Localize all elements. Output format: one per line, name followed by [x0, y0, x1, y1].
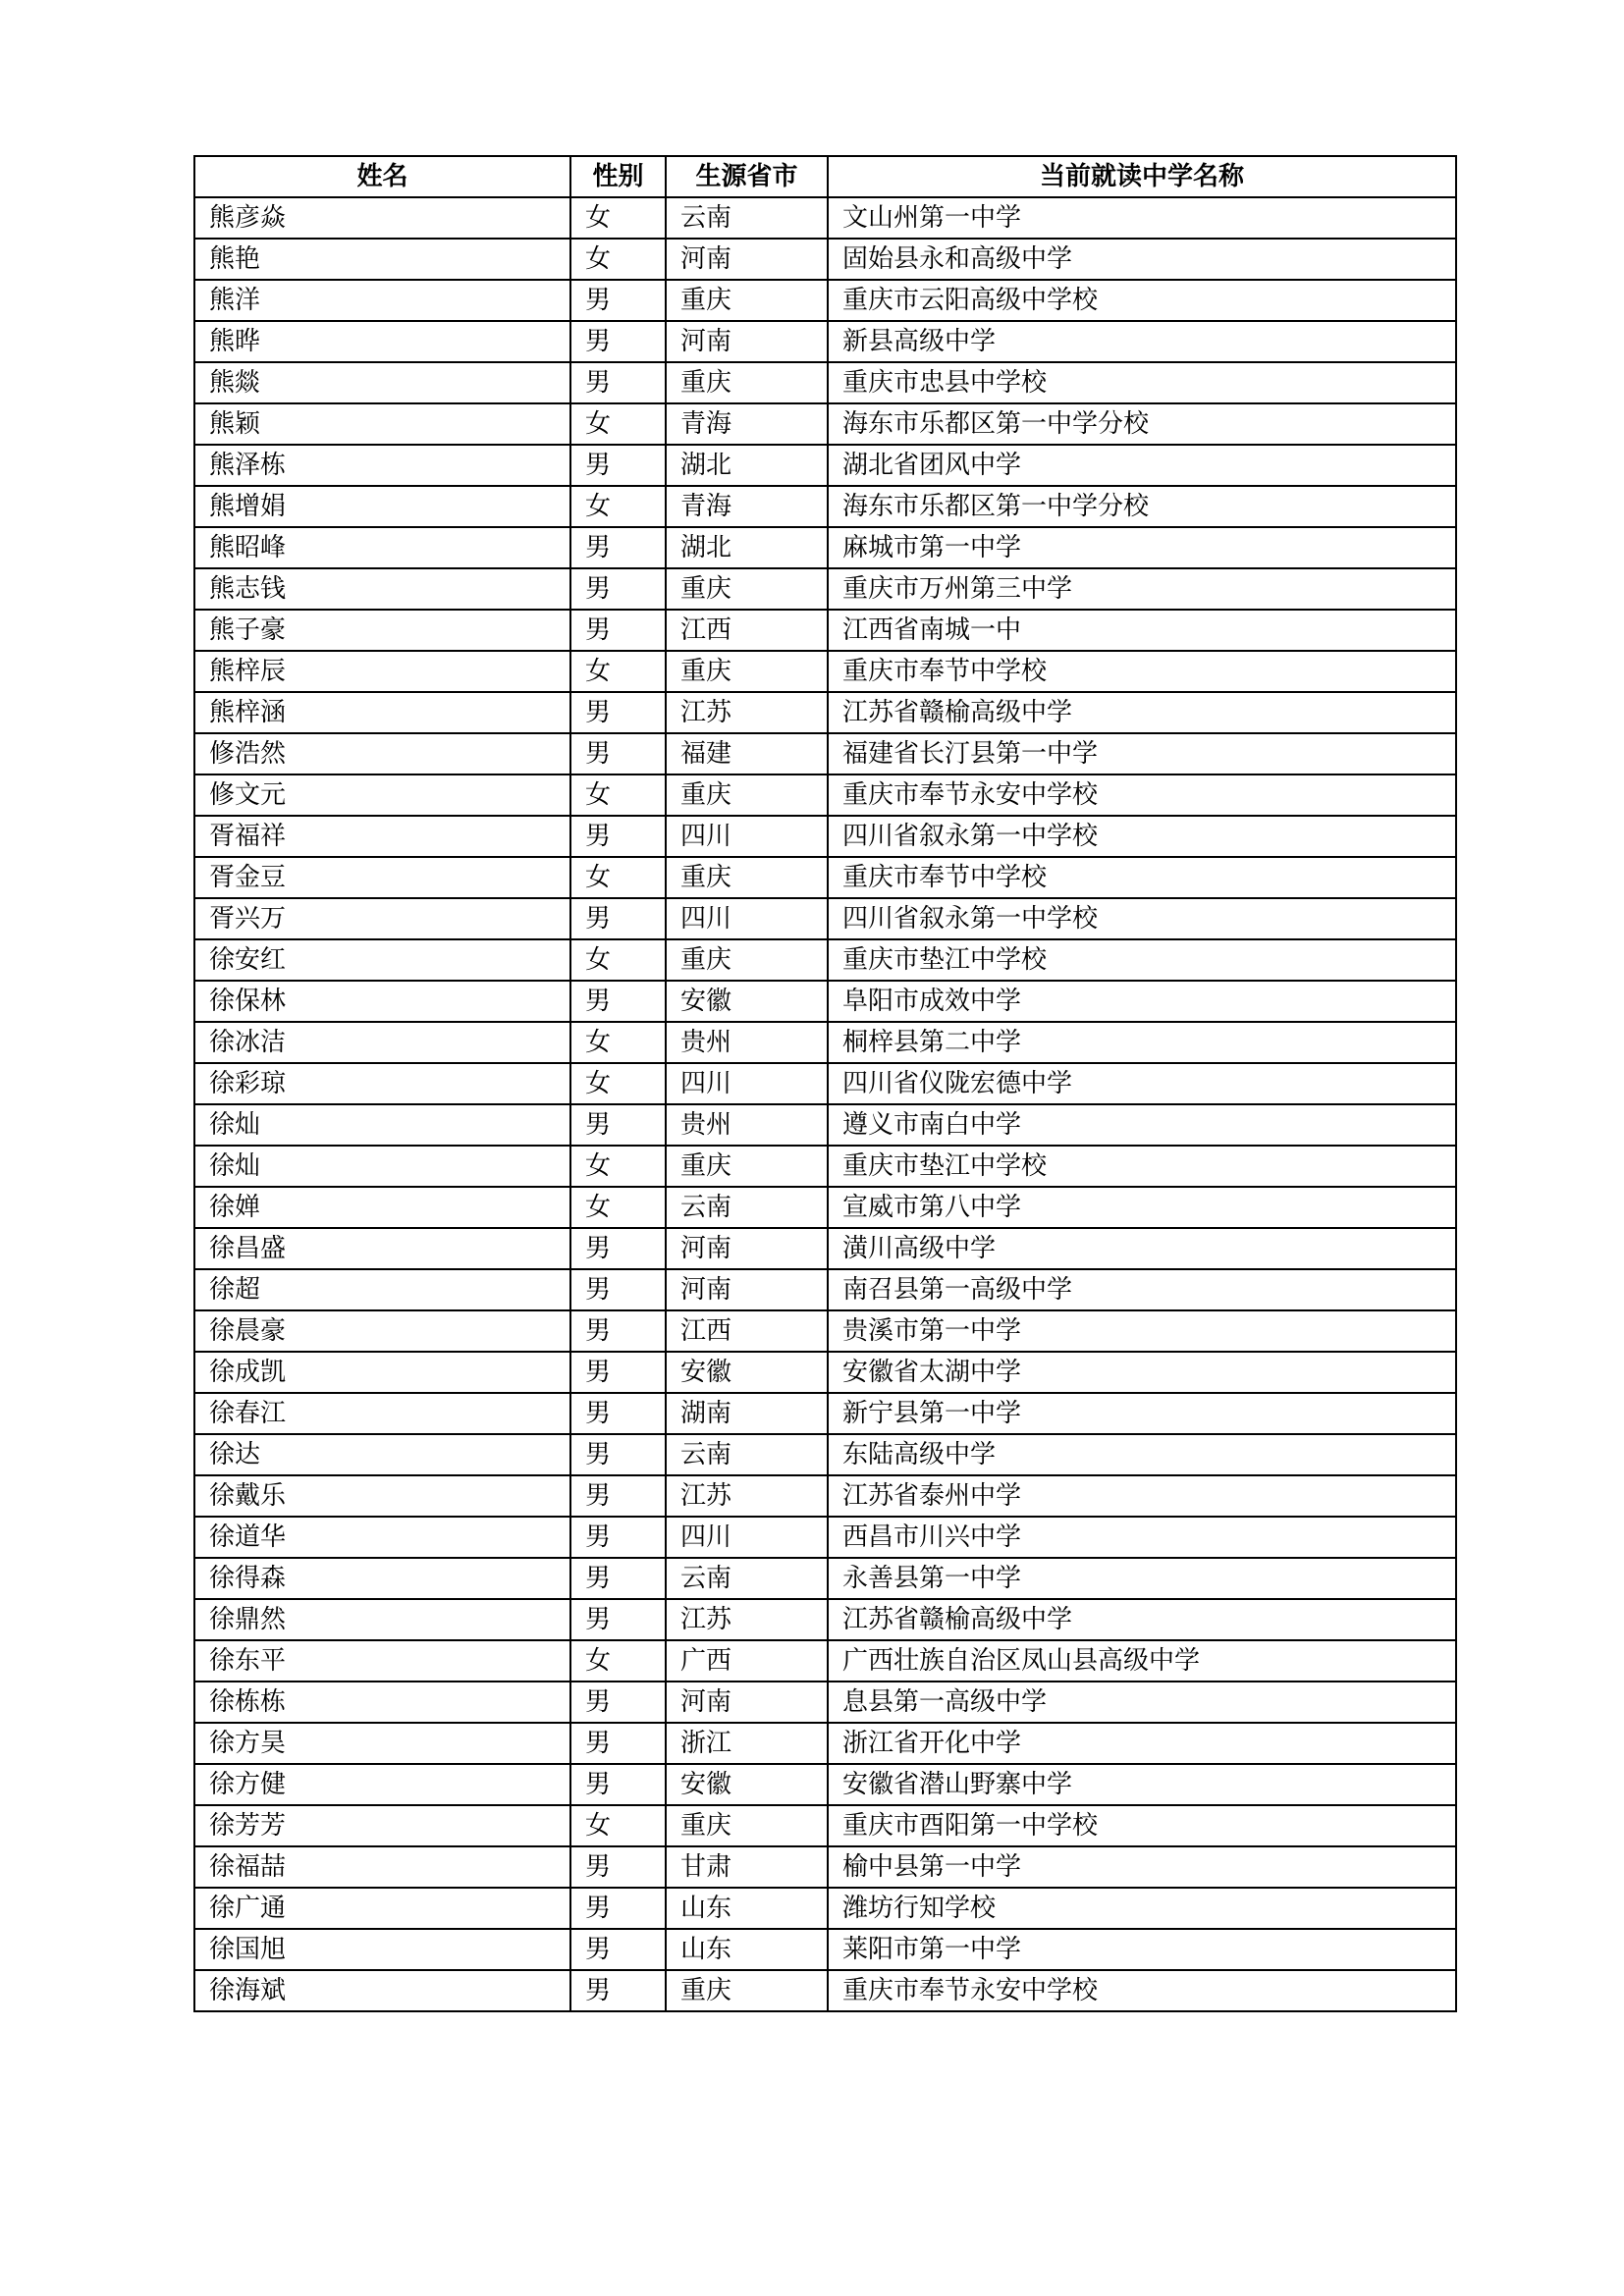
cell-gender: 男 [570, 733, 666, 774]
cell-province: 安徽 [666, 1764, 828, 1805]
cell-gender: 男 [570, 1228, 666, 1269]
table-row [194, 1269, 1456, 1310]
cell-name: 徐昌盛 [194, 1228, 570, 1269]
cell-name: 熊子豪 [194, 610, 570, 651]
cell-school: 新宁县第一中学 [828, 1393, 1456, 1434]
cell-gender: 男 [570, 1104, 666, 1146]
cell-name: 胥金豆 [194, 857, 570, 898]
cell-name: 徐安红 [194, 939, 570, 981]
cell-gender: 女 [570, 857, 666, 898]
cell-gender: 男 [570, 1475, 666, 1517]
cell-name: 徐冰洁 [194, 1022, 570, 1063]
cell-province: 重庆 [666, 1146, 828, 1187]
cell-school: 息县第一高级中学 [828, 1682, 1456, 1723]
cell-school: 榆中县第一中学 [828, 1846, 1456, 1888]
cell-province: 湖南 [666, 1393, 828, 1434]
table-row [194, 1640, 1456, 1682]
cell-province: 重庆 [666, 1970, 828, 2011]
cell-gender: 女 [570, 651, 666, 692]
cell-gender: 男 [570, 362, 666, 403]
cell-name: 胥福祥 [194, 816, 570, 857]
cell-school: 潍坊行知学校 [828, 1888, 1456, 1929]
cell-gender: 男 [570, 1599, 666, 1640]
cell-gender: 女 [570, 1640, 666, 1682]
cell-school: 重庆市万州第三中学 [828, 568, 1456, 610]
cell-province: 重庆 [666, 939, 828, 981]
table-row [194, 403, 1456, 445]
cell-name: 徐灿 [194, 1146, 570, 1187]
cell-gender: 男 [570, 1929, 666, 1970]
cell-school: 永善县第一中学 [828, 1558, 1456, 1599]
cell-name: 徐灿 [194, 1104, 570, 1146]
table-row [194, 692, 1456, 733]
cell-school: 新县高级中学 [828, 321, 1456, 362]
cell-gender: 男 [570, 527, 666, 568]
cell-school: 重庆市奉节永安中学校 [828, 774, 1456, 816]
cell-gender: 女 [570, 1146, 666, 1187]
cell-province: 安徽 [666, 1352, 828, 1393]
cell-school: 重庆市忠县中学校 [828, 362, 1456, 403]
table-row [194, 197, 1456, 239]
table-row [194, 816, 1456, 857]
cell-name: 熊志钱 [194, 568, 570, 610]
cell-school: 浙江省开化中学 [828, 1723, 1456, 1764]
cell-school: 重庆市奉节中学校 [828, 857, 1456, 898]
cell-school: 重庆市垫江中学校 [828, 1146, 1456, 1187]
cell-province: 江西 [666, 610, 828, 651]
cell-school: 重庆市奉节中学校 [828, 651, 1456, 692]
cell-province: 河南 [666, 1228, 828, 1269]
cell-name: 熊泽栋 [194, 445, 570, 486]
cell-name: 徐春江 [194, 1393, 570, 1434]
cell-school: 湖北省团风中学 [828, 445, 1456, 486]
cell-name: 熊增娟 [194, 486, 570, 527]
cell-school: 重庆市奉节永安中学校 [828, 1970, 1456, 2011]
cell-province: 重庆 [666, 651, 828, 692]
cell-school: 潢川高级中学 [828, 1228, 1456, 1269]
cell-province: 江苏 [666, 692, 828, 733]
cell-name: 徐方昊 [194, 1723, 570, 1764]
cell-name: 徐达 [194, 1434, 570, 1475]
cell-name: 熊艳 [194, 239, 570, 280]
table-row [194, 1517, 1456, 1558]
table-row [194, 857, 1456, 898]
header-province: 生源省市 [666, 156, 828, 197]
cell-province: 湖北 [666, 445, 828, 486]
cell-province: 云南 [666, 1434, 828, 1475]
cell-school: 西昌市川兴中学 [828, 1517, 1456, 1558]
student-table [193, 155, 1457, 2012]
cell-province: 浙江 [666, 1723, 828, 1764]
cell-province: 山东 [666, 1888, 828, 1929]
table-row [194, 1764, 1456, 1805]
cell-province: 云南 [666, 1187, 828, 1228]
cell-gender: 男 [570, 1723, 666, 1764]
cell-gender: 男 [570, 1352, 666, 1393]
cell-name: 熊梓辰 [194, 651, 570, 692]
cell-name: 熊梓涵 [194, 692, 570, 733]
cell-province: 江苏 [666, 1475, 828, 1517]
table-row [194, 321, 1456, 362]
cell-province: 重庆 [666, 280, 828, 321]
table-row [194, 527, 1456, 568]
cell-school: 海东市乐都区第一中学分校 [828, 403, 1456, 445]
cell-province: 河南 [666, 239, 828, 280]
table-row [194, 486, 1456, 527]
cell-gender: 女 [570, 1805, 666, 1846]
cell-school: 江苏省泰州中学 [828, 1475, 1456, 1517]
cell-gender: 男 [570, 1764, 666, 1805]
cell-gender: 女 [570, 239, 666, 280]
cell-school: 重庆市云阳高级中学校 [828, 280, 1456, 321]
cell-province: 四川 [666, 1517, 828, 1558]
table-row [194, 774, 1456, 816]
cell-name: 徐鼎然 [194, 1599, 570, 1640]
cell-school: 重庆市酉阳第一中学校 [828, 1805, 1456, 1846]
header-school: 当前就读中学名称 [828, 156, 1456, 197]
table-row [194, 1434, 1456, 1475]
cell-province: 贵州 [666, 1022, 828, 1063]
cell-gender: 男 [570, 1517, 666, 1558]
cell-province: 云南 [666, 197, 828, 239]
cell-name: 熊彦焱 [194, 197, 570, 239]
cell-name: 徐婵 [194, 1187, 570, 1228]
cell-gender: 男 [570, 280, 666, 321]
cell-province: 广西 [666, 1640, 828, 1682]
cell-school: 宣威市第八中学 [828, 1187, 1456, 1228]
table-header-row [194, 156, 1456, 197]
cell-province: 重庆 [666, 774, 828, 816]
cell-school: 安徽省潜山野寨中学 [828, 1764, 1456, 1805]
cell-gender: 女 [570, 1063, 666, 1104]
cell-name: 徐福喆 [194, 1846, 570, 1888]
cell-school: 固始县永和高级中学 [828, 239, 1456, 280]
cell-province: 重庆 [666, 857, 828, 898]
cell-school: 四川省仪陇宏德中学 [828, 1063, 1456, 1104]
table-row [194, 1970, 1456, 2011]
cell-gender: 男 [570, 1846, 666, 1888]
cell-province: 重庆 [666, 568, 828, 610]
cell-gender: 女 [570, 1022, 666, 1063]
cell-school: 贵溪市第一中学 [828, 1310, 1456, 1352]
table-row [194, 610, 1456, 651]
header-name: 姓名 [194, 156, 570, 197]
cell-province: 四川 [666, 898, 828, 939]
table-row [194, 1805, 1456, 1846]
table-row [194, 1599, 1456, 1640]
cell-province: 青海 [666, 403, 828, 445]
cell-name: 修浩然 [194, 733, 570, 774]
cell-school: 四川省叙永第一中学校 [828, 898, 1456, 939]
cell-name: 熊燚 [194, 362, 570, 403]
cell-province: 河南 [666, 321, 828, 362]
cell-gender: 男 [570, 1269, 666, 1310]
cell-province: 重庆 [666, 1805, 828, 1846]
cell-name: 徐芳芳 [194, 1805, 570, 1846]
cell-name: 徐戴乐 [194, 1475, 570, 1517]
cell-school: 福建省长汀县第一中学 [828, 733, 1456, 774]
cell-name: 徐超 [194, 1269, 570, 1310]
cell-name: 熊洋 [194, 280, 570, 321]
cell-province: 湖北 [666, 527, 828, 568]
cell-school: 麻城市第一中学 [828, 527, 1456, 568]
cell-gender: 男 [570, 1310, 666, 1352]
cell-name: 徐广通 [194, 1888, 570, 1929]
table-row [194, 898, 1456, 939]
cell-name: 徐栋栋 [194, 1682, 570, 1723]
cell-gender: 女 [570, 939, 666, 981]
cell-gender: 男 [570, 1682, 666, 1723]
table-row [194, 1558, 1456, 1599]
cell-province: 甘肃 [666, 1846, 828, 1888]
cell-school: 江苏省赣榆高级中学 [828, 1599, 1456, 1640]
cell-gender: 女 [570, 774, 666, 816]
cell-school: 江苏省赣榆高级中学 [828, 692, 1456, 733]
cell-name: 胥兴万 [194, 898, 570, 939]
cell-gender: 男 [570, 1558, 666, 1599]
cell-school: 遵义市南白中学 [828, 1104, 1456, 1146]
cell-province: 山东 [666, 1929, 828, 1970]
cell-province: 贵州 [666, 1104, 828, 1146]
cell-gender: 女 [570, 403, 666, 445]
cell-province: 福建 [666, 733, 828, 774]
cell-province: 重庆 [666, 362, 828, 403]
cell-name: 徐东平 [194, 1640, 570, 1682]
cell-school: 文山州第一中学 [828, 197, 1456, 239]
table-row [194, 445, 1456, 486]
cell-school: 安徽省太湖中学 [828, 1352, 1456, 1393]
table-row [194, 1228, 1456, 1269]
cell-school: 南召县第一高级中学 [828, 1269, 1456, 1310]
cell-gender: 男 [570, 445, 666, 486]
table-row [194, 1104, 1456, 1146]
cell-province: 江西 [666, 1310, 828, 1352]
cell-school: 莱阳市第一中学 [828, 1929, 1456, 1970]
header-gender: 性别 [570, 156, 666, 197]
table-row [194, 568, 1456, 610]
cell-province: 四川 [666, 1063, 828, 1104]
table-row [194, 981, 1456, 1022]
table-row [194, 362, 1456, 403]
cell-name: 徐得森 [194, 1558, 570, 1599]
cell-school: 阜阳市成效中学 [828, 981, 1456, 1022]
cell-gender: 女 [570, 486, 666, 527]
cell-province: 安徽 [666, 981, 828, 1022]
table-row [194, 733, 1456, 774]
table-row [194, 1063, 1456, 1104]
cell-gender: 男 [570, 692, 666, 733]
cell-school: 广西壮族自治区凤山县高级中学 [828, 1640, 1456, 1682]
table-row [194, 939, 1456, 981]
cell-province: 河南 [666, 1682, 828, 1723]
cell-school: 东陆高级中学 [828, 1434, 1456, 1475]
table-row [194, 1723, 1456, 1764]
cell-name: 徐道华 [194, 1517, 570, 1558]
table-row [194, 1475, 1456, 1517]
cell-school: 桐梓县第二中学 [828, 1022, 1456, 1063]
cell-gender: 男 [570, 1888, 666, 1929]
cell-name: 徐晨豪 [194, 1310, 570, 1352]
table-row [194, 1146, 1456, 1187]
table-row [194, 1846, 1456, 1888]
cell-school: 江西省南城一中 [828, 610, 1456, 651]
table-row [194, 1352, 1456, 1393]
cell-gender: 女 [570, 1187, 666, 1228]
cell-province: 江苏 [666, 1599, 828, 1640]
cell-gender: 男 [570, 610, 666, 651]
table-row [194, 1393, 1456, 1434]
cell-province: 云南 [666, 1558, 828, 1599]
cell-province: 四川 [666, 816, 828, 857]
cell-gender: 男 [570, 1970, 666, 2011]
cell-gender: 男 [570, 568, 666, 610]
cell-name: 徐保林 [194, 981, 570, 1022]
cell-school: 四川省叙永第一中学校 [828, 816, 1456, 857]
cell-name: 徐彩琼 [194, 1063, 570, 1104]
cell-gender: 男 [570, 816, 666, 857]
table-row [194, 1682, 1456, 1723]
cell-gender: 男 [570, 981, 666, 1022]
cell-gender: 男 [570, 1393, 666, 1434]
cell-name: 修文元 [194, 774, 570, 816]
cell-gender: 男 [570, 321, 666, 362]
table-row [194, 1022, 1456, 1063]
cell-province: 青海 [666, 486, 828, 527]
cell-name: 徐方健 [194, 1764, 570, 1805]
table-row [194, 1929, 1456, 1970]
cell-name: 熊晔 [194, 321, 570, 362]
table-row [194, 239, 1456, 280]
table-row [194, 651, 1456, 692]
cell-school: 重庆市垫江中学校 [828, 939, 1456, 981]
table-row [194, 1310, 1456, 1352]
cell-gender: 女 [570, 197, 666, 239]
cell-gender: 男 [570, 1434, 666, 1475]
cell-school: 海东市乐都区第一中学分校 [828, 486, 1456, 527]
cell-name: 熊昭峰 [194, 527, 570, 568]
table-row [194, 1187, 1456, 1228]
cell-name: 徐海斌 [194, 1970, 570, 2011]
cell-name: 徐国旭 [194, 1929, 570, 1970]
cell-name: 徐成凯 [194, 1352, 570, 1393]
cell-name: 熊颖 [194, 403, 570, 445]
table-row [194, 280, 1456, 321]
table-row [194, 1888, 1456, 1929]
cell-province: 河南 [666, 1269, 828, 1310]
cell-gender: 男 [570, 898, 666, 939]
